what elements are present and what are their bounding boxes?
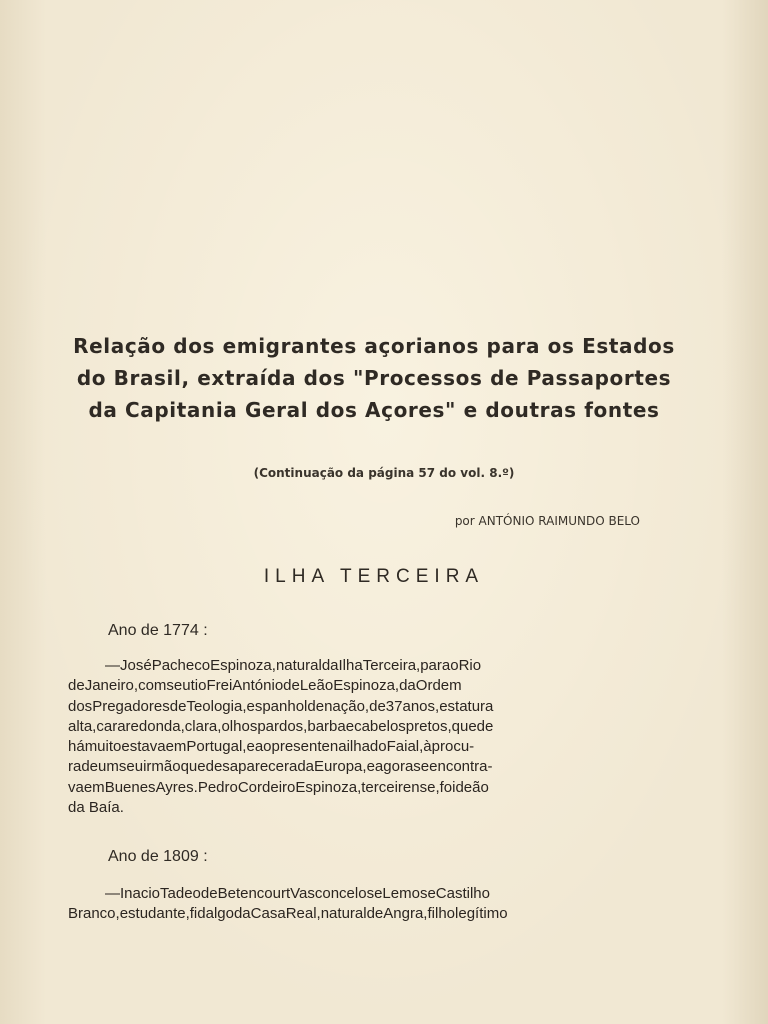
text-line: deJaneiro,comseutioFreiAntóniodeLeãoEspinoza,daOrdem [68,677,462,695]
entry-paragraph [68,656,672,818]
text-line: —InacioTadeodeBetencourtVasconceloseLemoseCastilho [105,885,490,902]
continuation-note: (Continuação da página 57 do vol. 8.º) [253,466,515,480]
text-line: da Baía. [68,799,124,817]
article-title [60,330,688,426]
text-line: vaemBuenesAyres.PedroCordeiroEspinoza,terceirense,foideão [68,778,489,796]
author-byline: por ANTÓNIO RAIMUNDO BELO [454,514,640,528]
text-line: Branco,estudante,fidalgodaCasaReal,naturaldeAngra,filholegítimo [68,905,508,923]
text-line: alta,cararedonda,clara,olhospardos,barbaecabelospretos,quede [68,717,494,735]
title-line: do Brasil, extraída dos "Processos de Passaportes [76,366,672,390]
title-line: Relação dos emigrantes açorianos para os Estados [73,334,675,358]
text-line: hámuitoestavaemPortugal,eaopresentenailhadoFaial,àprocu- [68,738,475,756]
text-line: —JoséPachecoEspinoza,naturaldaIlhaTerceira,paraoRio [105,657,482,674]
year-label: Ano de 1774 : [108,622,208,639]
section-heading: ILHA TERCEIRA [263,566,485,587]
year-label: Ano de 1809 : [108,848,208,865]
text-line: radeumseuirmãoquedesapareceradaEuropa,eagoraseencontra- [68,758,493,776]
title-line: da Capitania Geral dos Açores" e doutras fontes [88,398,660,422]
text-line: dosPregadoresdeTeologia,espanholdenação,de37anos,estatura [68,697,494,715]
entry-paragraph [68,884,672,925]
